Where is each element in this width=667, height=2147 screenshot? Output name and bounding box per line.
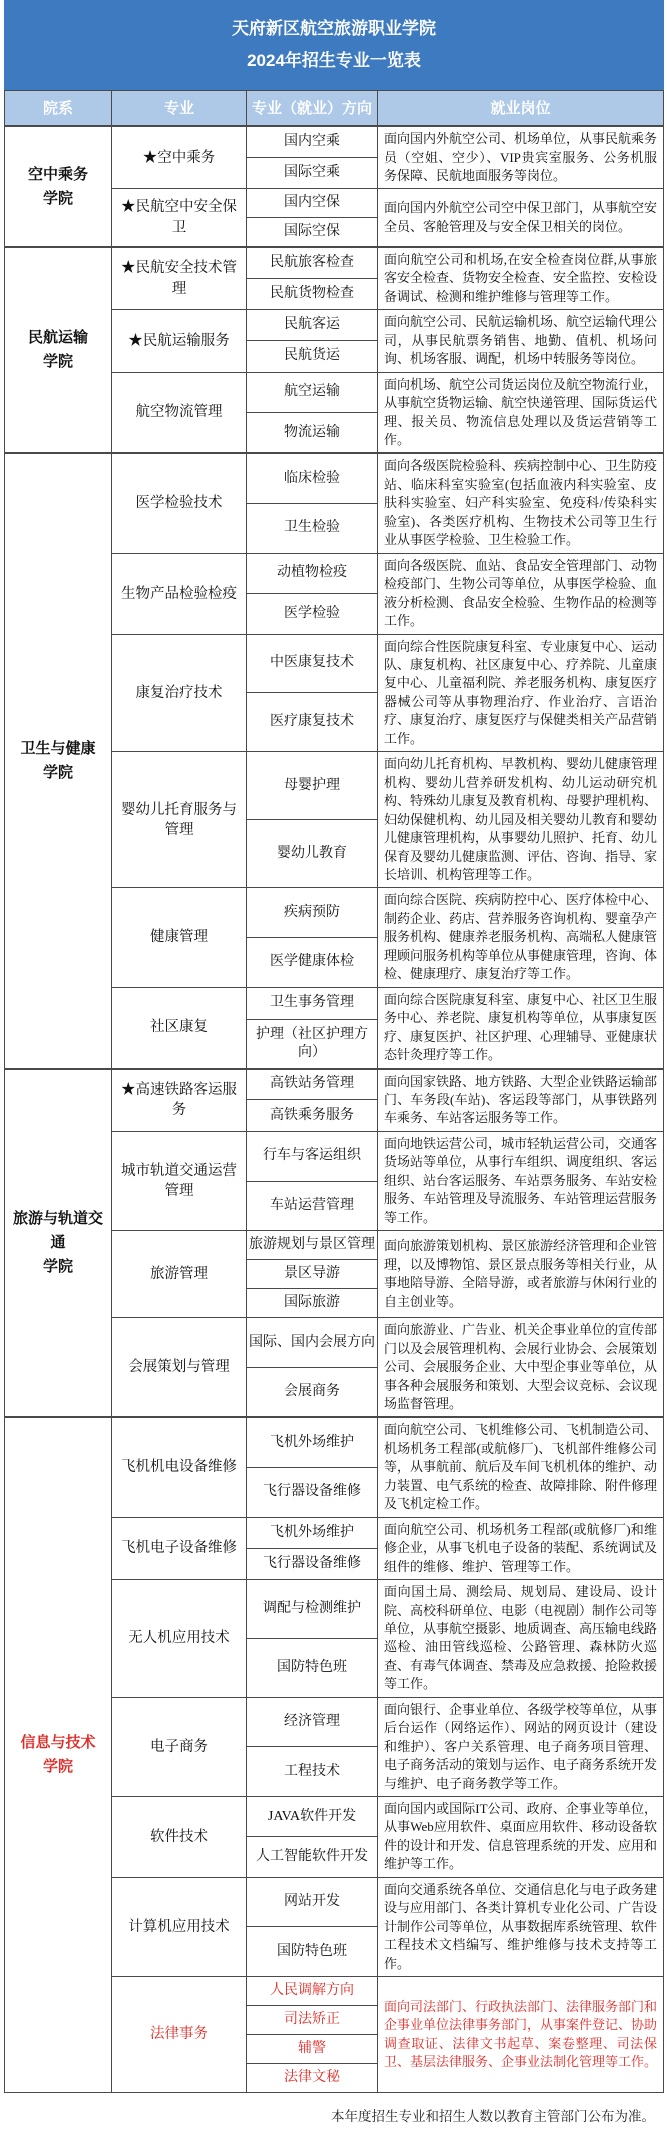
department-cell: 卫生与健康 学院 (5, 453, 112, 1068)
major-cell: 软件技术 (112, 1797, 247, 1878)
direction-cell: 医学健康体检 (247, 938, 378, 988)
page-title (5, 1, 664, 91)
major-cell: ★民航安全技术管理 (112, 247, 247, 310)
direction-cell: 动植物检疫 (247, 553, 378, 593)
direction-cell: 旅游规划与景区管理 (247, 1231, 378, 1260)
department-cell: 民航运输 学院 (5, 247, 112, 454)
department-cell: 旅游与轨道交通 学院 (5, 1069, 112, 1418)
direction-cell: 卫生事务管理 (247, 987, 378, 1019)
major-cell: 健康管理 (112, 888, 247, 987)
column-header-department: 院系 (5, 90, 112, 126)
direction-cell: 人民调解方向 (247, 1977, 378, 2006)
direction-cell: 飞机外场维护 (247, 1417, 378, 1467)
column-header-major: 专业 (112, 90, 247, 126)
department-cell: 空中乘务 学院 (5, 126, 112, 247)
major-cell: 旅游管理 (112, 1231, 247, 1318)
major-cell: 婴幼儿托育服务与管理 (112, 752, 247, 888)
direction-cell: 高铁站务管理 (247, 1069, 378, 1100)
direction-cell: 调配与检测维护 (247, 1580, 378, 1639)
direction-cell: 卫生检验 (247, 503, 378, 553)
direction-cell: 中医康复技术 (247, 634, 378, 693)
major-cell: 无人机应用技术 (112, 1580, 247, 1698)
direction-cell: 母婴护理 (247, 752, 378, 820)
jobs-cell: 面向国家铁路、地方铁路、大型企业铁路运输部门、车务段(车站)、客运段等部门，从事铁路列车乘务、车站客运服务等工作。 (378, 1069, 664, 1132)
major-cell: 医学检验技术 (112, 453, 247, 553)
table-row (5, 1069, 664, 1100)
title-line2: 2024年招生专业一览表 (247, 51, 421, 71)
direction-cell: 网站开发 (247, 1877, 378, 1927)
direction-cell: 会展商务 (247, 1368, 378, 1418)
direction-cell: 飞行器设备维修 (247, 1548, 378, 1579)
direction-cell: 国际空乘 (247, 158, 378, 189)
title-line1: 天府新区航空旅游职业学院 (232, 19, 436, 38)
jobs-cell: 面向综合性医院康复科室、专业康复中心、运动队、康复机构、社区康复中心、疗养院、儿童康复中心、儿童福利院、养老服务机构、康复医疗器械公司等从事物理治疗、作业治疗、言语治疗、康复治疗、康复医疗与保健类相关产品营销工作。 (378, 634, 664, 752)
jobs-cell: 面向幼儿托育机构、早教机构、婴幼儿健康管理机构、婴幼儿营养研发机构、幼儿运动研究机构、特殊幼儿康复及教育机构、母婴护理机构、妇幼保健机构、幼儿园及相关婴幼儿教育和婴幼儿健康管理机构，从事婴幼儿照护、托育、幼儿保育及婴幼儿健康监测、评估、咨询、指导、家长培训、机构管理等工作。 (378, 752, 664, 888)
jobs-cell: 面向航空公司、民航运输机场、航空运输代理公司，从事民航票务销售、地勤、值机、机场问询、机场客服、调配，机场中转服务等岗位。 (378, 310, 664, 372)
direction-cell: 高铁乘务服务 (247, 1100, 378, 1131)
jobs-cell: 面向综合医院康复科室、康复中心、社区卫生服务中心、养老院、康复机构等单位，从事康复医疗、康复医护、社区护理、心理辅导、亚健康状态针灸理疗等工作。 (378, 987, 664, 1068)
major-cell: ★民航运输服务 (112, 310, 247, 372)
direction-cell: 国内空乘 (247, 126, 378, 157)
major-cell: 航空物流管理 (112, 372, 247, 453)
direction-cell: 景区导游 (247, 1260, 378, 1289)
direction-cell: 司法矫正 (247, 2006, 378, 2035)
table-row (5, 247, 664, 278)
table-row (5, 126, 664, 157)
jobs-cell: 面向各级医院、血站、食品安全管理部门、动物检疫部门、生物公司等单位，从事医学检验、血液分析检测、食品安全检验、生物作品的检测等工作。 (378, 553, 664, 634)
jobs-cell: 面向国内外航空公司、机场单位，从事民航乘务员（空姐、空少）、VIP贵宾室服务、公务机服务保障、民航地面服务等岗位。 (378, 126, 664, 189)
footer-note: 本年度招生专业和招生人数以教育主管部门公布为准。 (331, 2109, 655, 2125)
direction-cell: 飞机外场维护 (247, 1517, 378, 1548)
major-cell: 社区康复 (112, 987, 247, 1068)
jobs-cell: 面向旅游策划机构、景区旅游经济管理和企业管理，以及博物馆、景区景点服务等相关行业，从事地陪导游、全陪导游，或者旅游与休闲行业的自主创业等。 (378, 1231, 664, 1318)
jobs-cell: 面向交通系统各单位、交通信息化与电子政务建设与应用部门、各类计算机专业化公司、广告设计制作公司等单位，从事数据库系统管理、软件工程技术文档编写、维护维修与技术支持等工作。 (378, 1877, 664, 1976)
column-header-row (5, 90, 664, 126)
direction-cell: 民航货物检查 (247, 278, 378, 309)
title-row (5, 1, 664, 91)
direction-cell: 法律文秘 (247, 2064, 378, 2093)
direction-cell: 民航货运 (247, 341, 378, 372)
jobs-cell: 面向各级医院检验科、疾病控制中心、卫生防疫站、临床科室实验室(包括血液内科实验室、皮肤科实验室、妇产科实验室、免疫科/传染科实验室)、各类医疗机构、生物技术公司等卫生行业从事医学检验、卫生检验工作。 (378, 453, 664, 553)
direction-cell: 民航旅客检查 (247, 247, 378, 278)
major-cell: 生物产品检验检疫 (112, 553, 247, 634)
direction-cell: 临床检验 (247, 453, 378, 503)
major-cell: 城市轨道交通运营管理 (112, 1131, 247, 1230)
direction-cell: 人工智能软件开发 (247, 1837, 378, 1877)
jobs-cell: 面向航空公司和机场,在安全检查岗位群,从事旅客安全检查、货物安全检查、安全监控、安检设备调试、检测和维护维修与管理等工作。 (378, 247, 664, 310)
direction-cell: 飞行器设备维修 (247, 1467, 378, 1517)
direction-cell: 国际空保 (247, 218, 378, 247)
direction-cell: 物流运输 (247, 413, 378, 454)
department-cell: 信息与技术 学院 (5, 1417, 112, 2092)
direction-cell: 国防特色班 (247, 1638, 378, 1697)
jobs-cell: 面向国内或国际IT公司、政府、企事业等单位，从事Web应用软件、桌面应用软件、移动设备软件的设计和开发、信息管理系统的开发、应用和维护等工作。 (378, 1797, 664, 1878)
direction-cell: 国际旅游 (247, 1289, 378, 1318)
direction-cell: 车站运营管理 (247, 1181, 378, 1231)
table-row (5, 1417, 664, 1467)
major-cell: 飞机机电设备维修 (112, 1417, 247, 1517)
major-cell: ★高速铁路客运服务 (112, 1069, 247, 1132)
direction-cell: 医学检验 (247, 594, 378, 634)
direction-cell: 工程技术 (247, 1747, 378, 1797)
major-cell: 康复治疗技术 (112, 634, 247, 752)
enrollment-table (4, 0, 664, 2093)
major-cell: ★空中乘务 (112, 126, 247, 189)
jobs-cell: 面向国内外航空公司空中保卫部门，从事航空安全员、客舱管理及与安全保卫相关的岗位。 (378, 189, 664, 247)
jobs-cell: 面向航空公司、飞机维修公司、飞机制造公司、机场机务工程部(或航修厂)、飞机部件维修公司等，从事航前、航后及车间飞机机体的维护、动力装置、电气系统的检查、故障排除、附件修理及飞机定检工作。 (378, 1417, 664, 1517)
jobs-cell: 面向司法部门、行政执法部门、法律服务部门和企事业单位法律事务部门，从事案件登记、协助调查取证、法律文书起草、案卷整理、司法保卫、基层法律服务、企事业法制化管理等工作。 (378, 1977, 664, 2093)
jobs-cell: 面向机场、航空公司货运岗位及航空物流行业，从事航空货物运输、航空快递管理、国际货运代理、报关员、物流信息处理以及货运营销等工作。 (378, 372, 664, 453)
direction-cell: JAVA软件开发 (247, 1797, 378, 1837)
major-cell: 会展策划与管理 (112, 1318, 247, 1418)
direction-cell: 国际、国内会展方向 (247, 1318, 378, 1368)
major-cell: ★民航空中安全保卫 (112, 189, 247, 247)
table-body (5, 126, 664, 2093)
major-cell: 法律事务 (112, 1977, 247, 2093)
direction-cell: 行车与客运组织 (247, 1131, 378, 1181)
table-row (5, 453, 664, 503)
jobs-cell: 面向地铁运营公司，城市轻轨运营公司，交通客货场站等单位，从事行车组织、调度组织、客运组织、站台客运服务、车站票务服务、车站安检服务、车站管理及导流服务、车站管理运营服务等工作。 (378, 1131, 664, 1230)
column-header-direction: 专业（就业）方向 (247, 90, 378, 126)
direction-cell: 婴幼儿教育 (247, 820, 378, 888)
major-cell: 电子商务 (112, 1697, 247, 1796)
direction-cell: 国防特色班 (247, 1927, 378, 1977)
direction-cell: 疾病预防 (247, 888, 378, 938)
major-cell: 飞机电子设备维修 (112, 1517, 247, 1579)
direction-cell: 航空运输 (247, 372, 378, 413)
jobs-cell: 面向国土局、测绘局、规划局、建设局、设计院、高校科研单位、电影（电视剧）制作公司等单位，从事航空摄影、地质调查、高压输电线路巡检、油田管线巡检、公路管理、森林防火巡查、有毒气体调查、禁毒及应急救援、抢险救援等工作。 (378, 1580, 664, 1698)
jobs-cell: 面向银行、企事业单位、各级学校等单位，从事后台运作（网络运作）、网站的网页设计（建设和维护）、客户关系管理、电子商务项目管理、电子商务活动的策划与运作、电子商务系统开发与维护、电子商务教学等工作。 (378, 1697, 664, 1796)
jobs-cell: 面向旅游业、广告业、机关企事业单位的宣传部门以及会展管理机构、会展行业协会、会展策划公司、会展服务企业、大中型企事业等单位，从事各种会展服务和策划、大型会议竞标、会议现场监督管理。 (378, 1318, 664, 1418)
direction-cell: 民航客运 (247, 310, 378, 341)
direction-cell: 护理（社区护理方向） (247, 1020, 378, 1069)
column-header-jobs: 就业岗位 (378, 90, 664, 126)
major-cell: 计算机应用技术 (112, 1877, 247, 1976)
jobs-cell: 面向航空公司、机场机务工程部(或航修厂)和维修企业，从事飞机电子设备的装配、系统调试及组件的维修、维护、管理等工作。 (378, 1517, 664, 1579)
direction-cell: 医疗康复技术 (247, 693, 378, 752)
direction-cell: 国内空保 (247, 189, 378, 218)
jobs-cell: 面向综合医院、疾病防控中心、医疗体检中心、制药企业、药店、营养服务咨询机构、婴童孕产服务机构、健康养老服务机构、高端私人健康管理顾问服务机构等单位从事健康管理，咨询、体检、健康理疗、康复治疗等工作。 (378, 888, 664, 987)
direction-cell: 经济管理 (247, 1697, 378, 1747)
direction-cell: 辅警 (247, 2035, 378, 2064)
